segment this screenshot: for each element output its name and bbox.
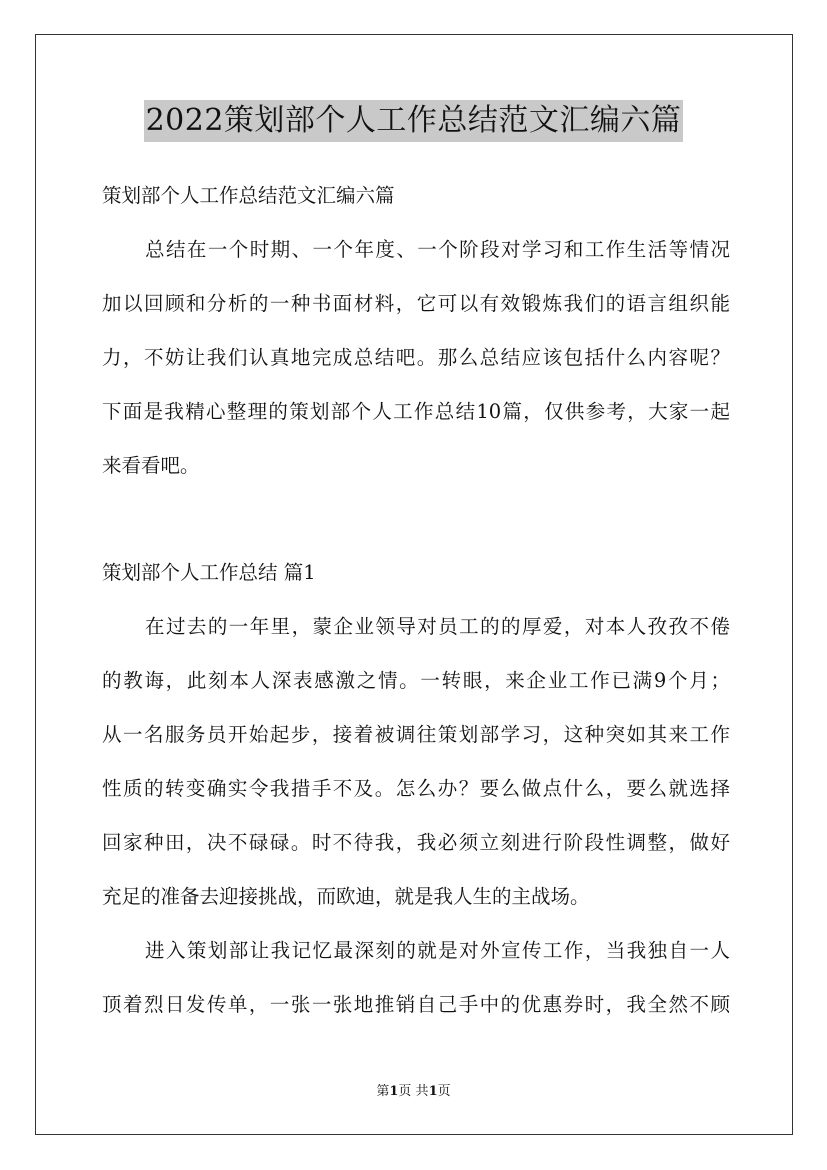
page-footer — [0, 1084, 827, 1100]
page-suffix: 页 — [437, 1084, 451, 1099]
intro-line-3: 力，不妨让我们认真地完成总结吧。那么总结应该包括什么内容呢？ — [102, 346, 730, 369]
document-title-wrap — [0, 100, 827, 142]
section-p1-line-2: 的教诲，此刻本人深表感激之情。一转眼，来企业工作已满9个月； — [102, 669, 730, 692]
intro-line-1: 总结在一个时期、一个年度、一个阶段对学习和工作生活等情况 — [145, 238, 730, 261]
section-p1-line-4: 性质的转变确实令我措手不及。怎么办？要么做点什么，要么就选择 — [102, 777, 730, 800]
page-mid: 页 共 — [398, 1084, 429, 1099]
intro-line-4: 下面是我精心整理的策划部个人工作总结10篇，仅供参考，大家一起 — [102, 400, 730, 423]
section-p1-line-3: 从一名服务员开始起步，接着被调往策划部学习，这种突如其来工作 — [102, 723, 730, 746]
section-p2-line-2: 顶着烈日发传单，一张一张地推销自己手中的优惠券时，我全然不顾 — [102, 993, 730, 1016]
section-p2-line-1: 进入策划部让我记忆最深刻的就是对外宣传工作，当我独自一人 — [145, 939, 730, 962]
section-p1-line-1: 在过去的一年里，蒙企业领导对员工的的厚爱，对本人孜孜不倦 — [145, 615, 730, 638]
page-total: 1 — [428, 1084, 438, 1099]
document-subtitle: 策划部个人工作总结范文汇编六篇 — [102, 184, 395, 207]
intro-line-5: 来看看吧。 — [102, 454, 200, 477]
section-p1-line-5: 回家种田，决不碌碌。时不待我，我必须立刻进行阶段性调整，做好 — [102, 831, 730, 854]
section-p1-line-6: 充足的准备去迎接挑战，而欧迪，就是我人生的主战场。 — [102, 885, 590, 908]
document-title: 2022策划部个人工作总结范文汇编六篇 — [144, 100, 684, 142]
section-heading: 策划部个人工作总结 篇1 — [102, 561, 316, 584]
page-current: 1 — [389, 1084, 399, 1099]
page-prefix: 第 — [376, 1084, 390, 1099]
intro-line-2: 加以回顾和分析的一种书面材料，它可以有效锻炼我们的语言组织能 — [102, 292, 730, 315]
